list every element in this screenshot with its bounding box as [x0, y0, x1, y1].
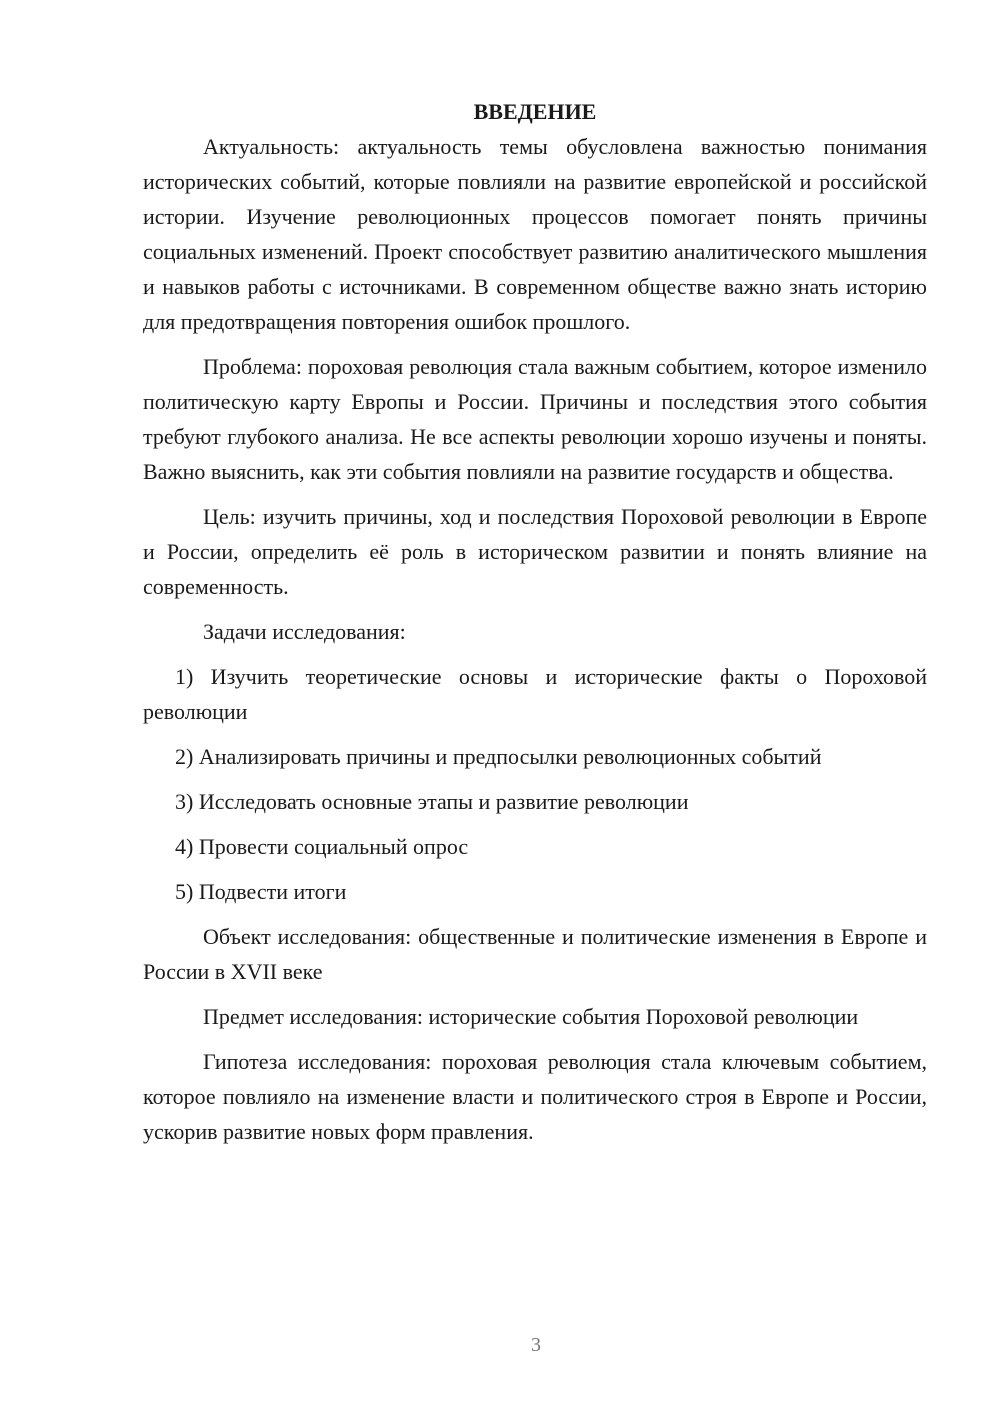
problem-paragraph: Проблема: пороховая революция стала важным событием, которое изменило политическую карту Европы и России. Причины и последствия этого события требуют глубокого анализа. Не все аспекты революции хорошо изучены и поняты. Важно выяснить, как эти события повлияли на развитие государств и общества.	[143, 354, 927, 484]
document-body	[143, 94, 927, 1149]
goal-paragraph: Цель: изучить причины, ход и последствия Пороховой революции в Европе и России, определить её роль в историческом развитии и понять влияние на современность.	[143, 504, 927, 599]
tasks-heading: Задачи исследования:	[203, 619, 406, 644]
task-item-1: 1) Изучить теоретические основы и исторические факты о Пороховой революции	[143, 664, 927, 724]
hypothesis-paragraph: Гипотеза исследования: пороховая революция стала ключевым событием, которое повлияло на изменение власти и политического строя в Европе и России, ускорив развитие новых форм правления.	[143, 1049, 927, 1144]
section-title: ВВЕДЕНИЕ	[473, 99, 597, 124]
task-item-5: 5) Подвести итоги	[175, 879, 347, 904]
task-item-2: 2) Анализировать причины и предпосылки революционных событий	[175, 744, 822, 769]
page-number: 3	[531, 1334, 541, 1356]
relevance-paragraph: Актуальность: актуальность темы обусловлена важностью понимания исторических событий, которые повлияли на развитие европейской и российской истории. Изучение революционных процессов помогает понять причины социальных изменений. Проект способствует развитию аналитического мышления и навыков работы с источниками. В современном обществе важно знать историю для предотвращения повторения ошибок прошлого.	[143, 134, 927, 334]
task-item-4: 4) Провести социальный опрос	[175, 834, 469, 859]
task-item-3: 3) Исследовать основные этапы и развитие революции	[175, 789, 689, 814]
subject-paragraph: Предмет исследования: исторические события Пороховой революции	[203, 1004, 859, 1029]
object-paragraph: Объект исследования: общественные и политические изменения в Европе и России в XVII веке	[143, 924, 927, 984]
